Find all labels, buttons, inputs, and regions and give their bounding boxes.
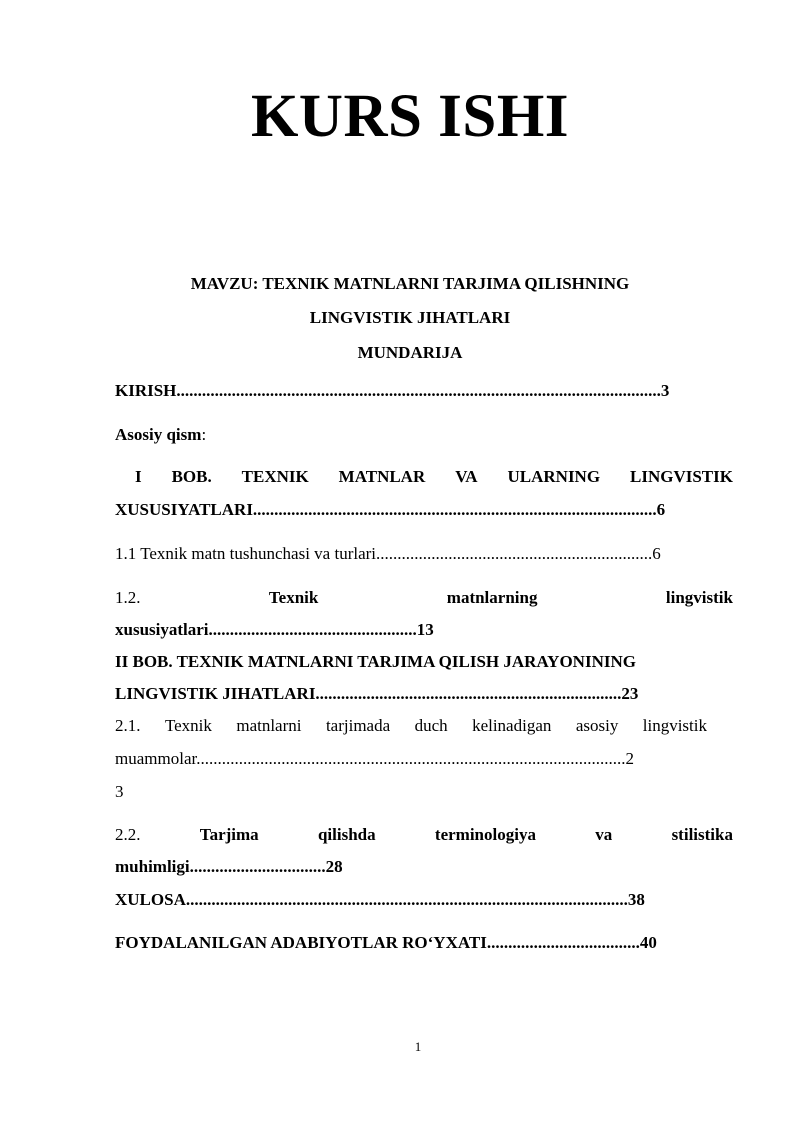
toc-conclusion: XULOSA........................................................................................................38 [115, 890, 645, 909]
word: I [135, 467, 142, 486]
word: kelinadigan [472, 716, 552, 735]
toc-chapter-1-line-1 [135, 467, 733, 487]
toc-section-2-1-line-3: 3 [115, 782, 124, 801]
toc-main-label: Asosiy qism [115, 425, 202, 444]
toc-chapter-2-line-2: LINGVISTIK JIHATLARI........................................................................23 [115, 684, 639, 703]
toc-intro: KIRISH..................................................................................................................3 [115, 381, 670, 400]
word: stilistika [671, 825, 733, 844]
toc-chapter-2-line-1: II BOB. TEXNIK MATNLARNI TARJIMA QILISH JARAYONINING [115, 652, 636, 671]
word: lingvistik [642, 716, 707, 735]
toc-section-2-2-line-2: muhimligi................................28 [115, 857, 343, 876]
word: matnlarni [236, 716, 302, 735]
toc-chapter-1-line-2: XUSUSIYATLARI...............................................................................................6 [115, 500, 666, 519]
word: lingvistik [665, 588, 733, 607]
word: Texnik [164, 716, 212, 735]
topic-line-1: MAVZU: TEXNIK MATNLARNI TARJIMA QILISHNING [190, 274, 630, 293]
word: matnlarning [446, 588, 538, 607]
word: 1.2. [115, 588, 141, 607]
topic-line-2: LINGVISTIK JIHATLARI [309, 308, 511, 327]
word: MATNLAR [338, 467, 426, 486]
toc-main-part [115, 425, 206, 445]
toc-section-2-1-line-1 [115, 716, 707, 736]
word: asosiy [575, 716, 619, 735]
word: Tarjima [199, 825, 259, 844]
word: BOB. [171, 467, 212, 486]
word: 2.1. [115, 716, 141, 735]
word: VA [455, 467, 478, 486]
toc-section-1-2-line-1 [115, 588, 733, 608]
toc-references: FOYDALANILGAN ADABIYOTLAR RO‘YXATI....................................40 [115, 933, 657, 952]
toc-section-2-2-line-1 [115, 825, 733, 845]
word: terminologiya [434, 825, 536, 844]
word: Texnik [268, 588, 319, 607]
word: ULARNING [507, 467, 601, 486]
word: TEXNIK [241, 467, 309, 486]
toc-section-2-1-line-2: muammolar.....................................................................................................2 [115, 749, 634, 768]
word: tarjimada [325, 716, 391, 735]
page-number: 1 [414, 1039, 422, 1054]
word: LINGVISTIK [630, 467, 733, 486]
word: 2.2. [115, 825, 141, 844]
toc-section-1-2-line-2: xususiyatlari.................................................13 [115, 620, 434, 639]
word: duch [414, 716, 448, 735]
toc-section-1-1: 1.1 Texnik matn tushunchasi va turlari.................................................................6 [115, 544, 661, 563]
word: qilishda [317, 825, 376, 844]
toc-main-colon: : [201, 425, 207, 444]
document-title: KURS ISHI [250, 83, 570, 150]
word: va [595, 825, 613, 844]
contents-heading: MUNDARIJA [357, 343, 463, 362]
